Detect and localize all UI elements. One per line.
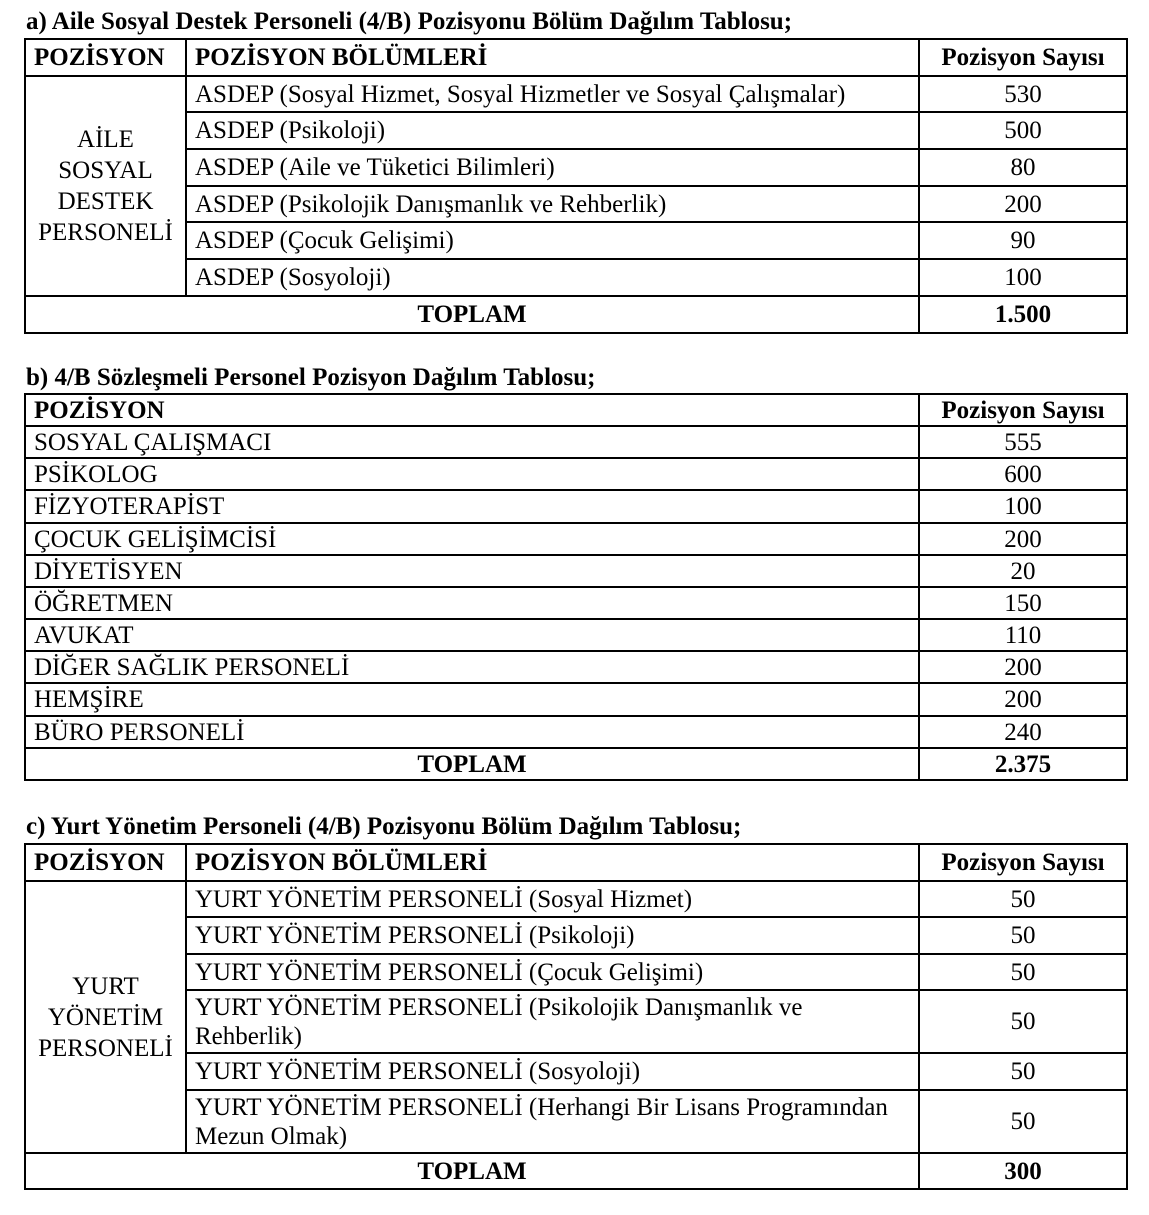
table-row [25, 112, 1127, 149]
total-value: 2.375 [919, 748, 1127, 780]
table-row [25, 186, 1127, 222]
count-cell: 200 [919, 651, 1127, 683]
table-c [24, 843, 1128, 1190]
table-row [25, 954, 1127, 990]
table-row [25, 222, 1127, 259]
count-cell: 110 [919, 619, 1127, 651]
table-row [25, 990, 1127, 1053]
department-cell: YURT YÖNETİM PERSONELİ (Psikolojik Danışmanlık ve Rehberlik) [186, 990, 919, 1053]
position-cell: ÇOCUK GELİŞİMCİSİ [25, 523, 919, 555]
department-cell: ASDEP (Aile ve Tüketici Bilimleri) [186, 149, 919, 186]
count-cell: 555 [919, 426, 1127, 458]
department-cell: ASDEP (Psikoloji) [186, 112, 919, 149]
count-cell: 600 [919, 458, 1127, 490]
count-cell: 200 [919, 186, 1127, 222]
department-cell: ASDEP (Çocuk Gelişimi) [186, 222, 919, 259]
table-row [25, 587, 1127, 619]
count-cell: 240 [919, 716, 1127, 748]
count-cell: 100 [919, 490, 1127, 523]
header-position: POZİSYON [25, 39, 186, 76]
count-cell: 500 [919, 112, 1127, 149]
header-count: Pozisyon Sayısı [919, 39, 1127, 76]
position-cell: DİYETİSYEN [25, 555, 919, 587]
header-position: POZİSYON [25, 394, 919, 426]
count-cell: 50 [919, 990, 1127, 1053]
table-row [25, 149, 1127, 186]
table-a-title: a) Aile Sosyal Destek Personeli (4/B) Pozisyonu Bölüm Dağılım Tablosu; [26, 8, 793, 35]
header-count: Pozisyon Sayısı [919, 844, 1127, 881]
table-b-header-row [25, 394, 1127, 426]
table-row [25, 651, 1127, 683]
table-row [25, 881, 1127, 917]
total-value: 300 [919, 1153, 1127, 1189]
count-cell: 50 [919, 881, 1127, 917]
table-b [24, 393, 1128, 781]
header-position: POZİSYON [25, 844, 186, 881]
department-cell: YURT YÖNETİM PERSONELİ (Sosyal Hizmet) [186, 881, 919, 917]
group-label-line: SOSYAL [58, 157, 153, 184]
count-cell: 50 [919, 954, 1127, 990]
total-label: TOPLAM [25, 1153, 919, 1189]
table-a-header-row [25, 39, 1127, 76]
department-cell: YURT YÖNETİM PERSONELİ (Çocuk Gelişimi) [186, 954, 919, 990]
table-row [25, 1090, 1127, 1153]
table-row [25, 490, 1127, 523]
table-row [25, 619, 1127, 651]
table-row [25, 716, 1127, 748]
table-row [25, 426, 1127, 458]
department-cell: YURT YÖNETİM PERSONELİ (Sosyoloji) [186, 1053, 919, 1090]
count-cell: 200 [919, 683, 1127, 716]
table-row [25, 76, 1127, 112]
count-cell: 20 [919, 555, 1127, 587]
position-cell: PSİKOLOG [25, 458, 919, 490]
department-cell: YURT YÖNETİM PERSONELİ (Psikoloji) [186, 917, 919, 954]
position-cell: AVUKAT [25, 619, 919, 651]
table-row [25, 523, 1127, 555]
table-c-header-row [25, 844, 1127, 881]
count-cell: 100 [919, 259, 1127, 296]
position-cell: SOSYAL ÇALIŞMACI [25, 426, 919, 458]
count-cell: 200 [919, 523, 1127, 555]
department-cell: ASDEP (Psikolojik Danışmanlık ve Rehberlik) [186, 186, 919, 222]
group-label-line: PERSONELİ [38, 219, 173, 246]
total-row [25, 748, 1127, 780]
count-cell: 80 [919, 149, 1127, 186]
position-cell: ÖĞRETMEN [25, 587, 919, 619]
table-row [25, 259, 1127, 296]
header-departments: POZİSYON BÖLÜMLERİ [186, 844, 919, 881]
group-label-asdep [25, 76, 186, 296]
count-cell: 50 [919, 1090, 1127, 1153]
position-cell: FİZYOTERAPİST [25, 490, 919, 523]
total-row [25, 296, 1127, 333]
count-cell: 50 [919, 917, 1127, 954]
total-label: TOPLAM [25, 748, 919, 780]
group-label-line: PERSONELİ [38, 1034, 173, 1062]
position-cell: BÜRO PERSONELİ [25, 716, 919, 748]
total-label: TOPLAM [25, 296, 919, 333]
group-label-line: YURT [72, 972, 139, 1000]
table-row [25, 1053, 1127, 1090]
position-cell: HEMŞİRE [25, 683, 919, 716]
department-cell: ASDEP (Sosyal Hizmet, Sosyal Hizmetler ve Sosyal Çalışmalar) [186, 76, 919, 112]
table-row [25, 555, 1127, 587]
total-row [25, 1153, 1127, 1189]
table-a [24, 38, 1128, 334]
department-cell: YURT YÖNETİM PERSONELİ (Herhangi Bir Lisans Programından Mezun Olmak) [186, 1090, 919, 1153]
table-row [25, 917, 1127, 954]
group-label-line: YÖNETİM [47, 1003, 164, 1031]
group-label-line: DESTEK [57, 188, 154, 215]
group-label-yurt [25, 881, 186, 1153]
count-cell: 90 [919, 222, 1127, 259]
header-count: Pozisyon Sayısı [919, 394, 1127, 426]
table-b-title: b) 4/B Sözleşmeli Personel Pozisyon Dağılım Tablosu; [26, 364, 596, 391]
count-cell: 530 [919, 76, 1127, 112]
table-row [25, 683, 1127, 716]
table-row [25, 458, 1127, 490]
position-cell: DİĞER SAĞLIK PERSONELİ [25, 651, 919, 683]
header-departments: POZİSYON BÖLÜMLERİ [186, 39, 919, 76]
count-cell: 150 [919, 587, 1127, 619]
group-label-line: AİLE [77, 126, 134, 153]
department-cell: ASDEP (Sosyoloji) [186, 259, 919, 296]
table-c-title: c) Yurt Yönetim Personeli (4/B) Pozisyonu Bölüm Dağılım Tablosu; [26, 813, 742, 840]
count-cell: 50 [919, 1053, 1127, 1090]
total-value: 1.500 [919, 296, 1127, 333]
